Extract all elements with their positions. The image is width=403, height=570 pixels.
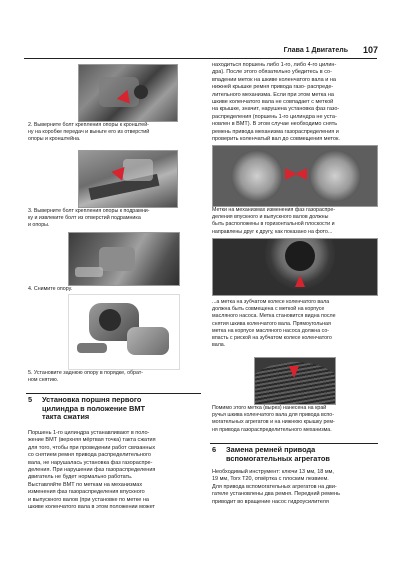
- section-5-body: Поршень 1-го цилиндра устанавливают в поло- жение ВМТ (верхняя мёртвая точка) такта сжатия для того, чтобы при проведении работ связанных со снятием ремня привода распределительного вала, не нарушалась установка фаз газораспре- деления. При нарушении фаз газораспределения двигатель не будет нормально работать. Выставляйте ВМТ по меткам на механизмах изменения фаз газораспределения впускного и выпускного валов (при установке по метке на шкиве коленчатого вала в этом положении может: [28, 430, 156, 511]
- section-6-heading: 6 Замена ремней привода вспомогательных агрегатов: [212, 445, 330, 463]
- header-rule: [24, 58, 377, 59]
- caption-crankshaft-mark: ...а метка на зубчатом колесе коленчатого вала должна быть совмещена с меткой на корпусе масляного насоса. Метка становится видна после снятия шкива коленчатого вала. Прямоугольная метка на корпусе масляного насоса должна со- впасть с риской на зубчатом колесе коленчатого вала.: [212, 299, 336, 349]
- section-5-rule: [26, 393, 201, 394]
- caption-pulley-notch: Помимо этого метка (вырез) нанесена на край ручья шкива коленчатого вала для привода вспо- могательных агрегатов и на нижнюю крышку рем- ня привода газораспределительного механизма.: [212, 405, 335, 433]
- photo-crankshaft-gear-mark: [212, 238, 378, 296]
- section-5-number: 5: [28, 395, 33, 404]
- section-6-rule: [210, 443, 378, 444]
- photo-subframe-mount-bolt: [78, 150, 178, 208]
- section-6-number: 6: [212, 445, 217, 454]
- step-4-text: 4. Снимите опору.: [28, 286, 73, 292]
- photo-cam-phaser-marks: [212, 145, 378, 207]
- photo-gearbox-mount-bolt: [78, 64, 178, 122]
- red-arrow-icon: [295, 168, 307, 180]
- section-6-body: Необходимый инструмент: ключи 13 мм, 18 мм, 19 мм, Torx T20, отвёртка с плоским лезвием. Для привода вспомогательных агрегатов на дви- гателе установлены два ремня. Передний ремень приводит во вращение насос гидроусилителя: [212, 469, 341, 505]
- photo-remove-mount: [68, 232, 180, 286]
- photo-rear-mount-part: [68, 294, 180, 370]
- red-arrow-icon: [295, 275, 305, 287]
- step-5-text: 5. Установите заднюю опору в порядке, обрат- ном снятию.: [28, 370, 144, 384]
- page-number: 107: [362, 45, 378, 55]
- right-top-text: находиться поршень либо 1-го, либо 4-го цилин- дра). После этого обязательно убедитесь в со- впадении меток на шкиве коленчатого вала и на нижней крышке ремня привода газо- распреде- лительного механизма. Если при этом метка на шкиве коленчатого вала не совпадает с меткой на крышке, значит, нарушена установка фаз газо- распределения (поршень 1-го цилиндра не уста- новлен в ВМТ). В этом случае необходимо снять ремень привода механизма газораспределения и проверить коленчатый вал до совмещения меток.: [212, 62, 340, 143]
- section-5-heading: 5 Установка поршня первого цилиндра в положение ВМТ такта сжатия: [28, 395, 145, 422]
- caption-phaser-marks: Метки на механизмах изменения фаз газораспре- деления впускного и выпускного валов должны быть расположены в горизонтальной плоскости и направлены друг к другу, как показано на фото...: [212, 207, 336, 235]
- photo-pulley-notch: [254, 357, 336, 405]
- step-2-text: 2. Выверните болт крепления опоры к кронштей- ну на коробке передач и выньте его из отверстий опоры и кронштейна.: [28, 122, 150, 143]
- chapter-title: Глава 1 Двигатель: [283, 47, 348, 54]
- red-arrow-icon: [289, 366, 299, 378]
- step-3-text: 3. Выверните болт крепления опоры к подрамни- ку и извлеките болт из отверстий подрамника и опоры.: [28, 208, 150, 229]
